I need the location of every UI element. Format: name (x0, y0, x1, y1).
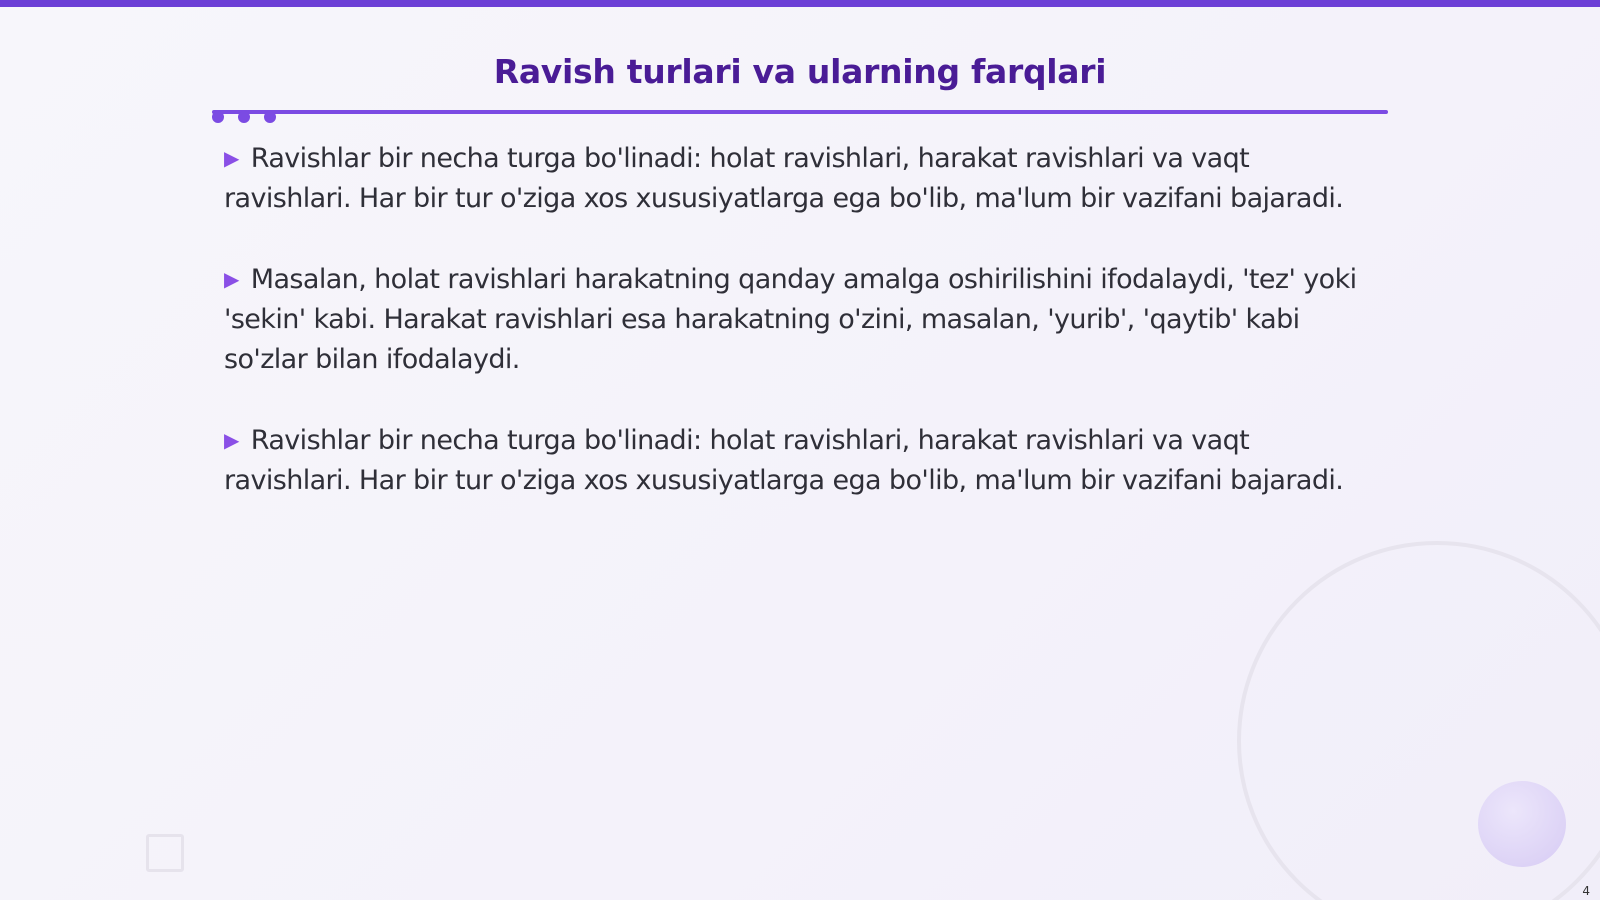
triangle-right-icon: ▶ (224, 146, 239, 170)
bullet-text: Ravishlar bir necha turga bo'linadi: holat ravishlari, harakat ravishlari va vaqt ravishlari. Har bir tur o'ziga xos xususiyatlarga ega bo'lib, ma'lum bir vazifani bajaradi. (224, 425, 1344, 496)
decor-square (146, 834, 184, 872)
page-number: 4 (1582, 884, 1590, 898)
bullet-item (224, 259, 1384, 380)
top-accent-bar (0, 0, 1600, 7)
bullet-item (224, 420, 1384, 501)
bullet-text: Ravishlar bir necha turga bo'linadi: holat ravishlari, harakat ravishlari va vaqt ravishlari. Har bir tur o'ziga xos xususiyatlarga ega bo'lib, ma'lum bir vazifani bajaradi. (224, 143, 1344, 214)
triangle-right-icon: ▶ (224, 267, 239, 291)
bullet-text: Masalan, holat ravishlari harakatning qanday amalga oshirilishini ifodalaydi, 'tez' yoki 'sekin' kabi. Harakat ravishlari esa harakatning o'zini, masalan, 'yurib', 'qaytib' kabi so'zlar bilan ifodalaydi. (224, 264, 1357, 375)
slide-title: Ravish turlari va ularning farqlari (493, 52, 1107, 91)
bullet-list (224, 138, 1384, 541)
decor-dot (212, 111, 224, 123)
title-underline (212, 110, 1388, 114)
bullet-item (224, 138, 1384, 219)
triangle-right-icon: ▶ (224, 428, 239, 452)
decor-dot (264, 111, 276, 123)
decor-circle-filled (1478, 781, 1566, 867)
decor-dot (238, 111, 250, 123)
